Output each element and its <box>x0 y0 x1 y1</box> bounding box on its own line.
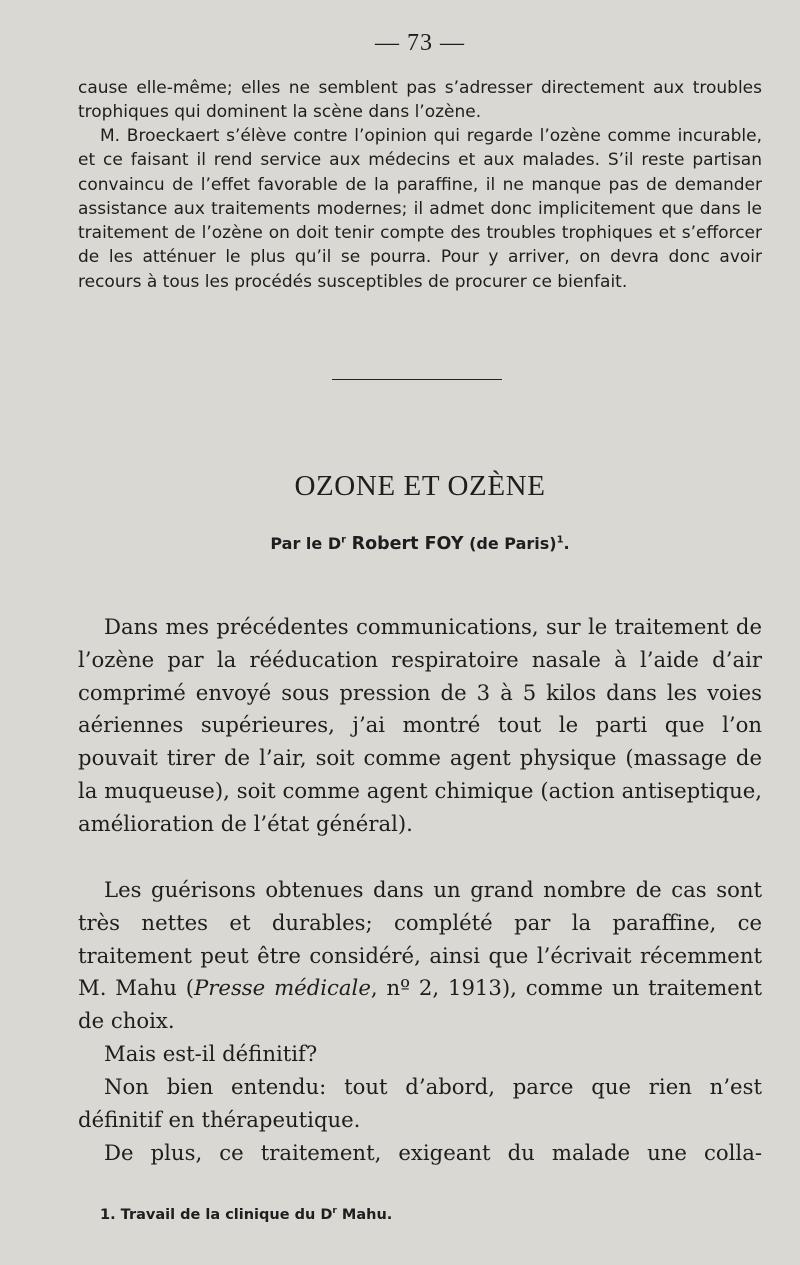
body-paragraph-3 <box>78 1038 762 1071</box>
footnote-text-end: Mahu. <box>336 1206 393 1223</box>
body-text-2-start: Les guérisons obtenues dans un grand nombre de cas sont très nettes et durables; complété par la paraffine, ce traitement peut être considéré, ainsi que l’écrivait récemment M. Mahu ( <box>78 877 762 1001</box>
footnote-sup: r <box>332 1206 337 1216</box>
body-text-1: Dans mes précédentes communications, sur le traitement de l’ozène par la rééducation respiratoire nasale à l’aide d’air comprimé envoyé sous pression de 3 à 5 kilos dans les voies aériennes supérieures, j’ai montré tout le parti que l’on pouvait tirer de l’air, soit comme agent physique (massage de la muqueuse), soit comme agent chimique (action antiseptique, amélioration de l’état général). <box>78 614 762 836</box>
page-number: — 73 — <box>375 30 465 56</box>
footnote-reference: 1 <box>556 534 564 546</box>
journal-name: Presse médicale <box>194 975 371 1001</box>
body-text-4: Non bien entendu: tout d’abord, parce que rien n’est définitif en thérapeutique. <box>78 1074 762 1132</box>
footnote <box>100 1206 760 1223</box>
body-text-2 <box>78 874 762 1038</box>
article-byline <box>0 534 800 554</box>
intro-paragraph-2 <box>78 124 762 294</box>
byline-suffix: (de Paris) <box>469 534 557 553</box>
byline-prefix: Par le D <box>270 534 342 553</box>
footnote-mark: 1. <box>100 1206 116 1223</box>
body-text-3: Mais est-il définitif? <box>104 1041 318 1066</box>
footnote-text: Travail de la clinique du D <box>120 1206 333 1223</box>
body-paragraph-2 <box>78 874 762 1038</box>
article-title: OZONE ET OZÈNE <box>294 470 546 502</box>
body-text-5: De plus, ce traitement, exigeant du malade une colla- <box>104 1140 762 1165</box>
intro-text-1: cause elle-même; elles ne semblent pas s’adresser directement aux troubles trophiques qui dominent la scène dans l’ozène. <box>78 78 762 123</box>
body-paragraph-1 <box>78 611 762 841</box>
body-paragraph-4 <box>78 1071 762 1137</box>
intro-text-2: M. Broeckaert s’élève contre l’opinion qui regarde l’ozène comme incurable, et ce faisant il rend service aux médecins et aux malades. S’il reste partisan convaincu de l’effet favorable de la paraffine, il ne manque pas de demander assistance aux traitements modernes; il admet donc implicitement que dans le traitement de l’ozène on doit tenir compte des troubles trophiques et s’efforcer de les atténuer le plus qu’il se pourra. Pour y arriver, on devra donc avoir recours à tous les procédés susceptibles de procurer ce bienfait. <box>78 126 762 292</box>
body-text-2-end: , nº 2, 1913), comme un traitement de choix. <box>78 975 762 1034</box>
byline-prefix-sup: r <box>341 534 347 546</box>
byline-end: . <box>563 534 570 553</box>
author-name: Robert FOY <box>351 534 464 554</box>
intro-paragraph-1 <box>78 76 762 125</box>
section-divider <box>332 379 502 380</box>
body-paragraph-5 <box>78 1137 762 1170</box>
